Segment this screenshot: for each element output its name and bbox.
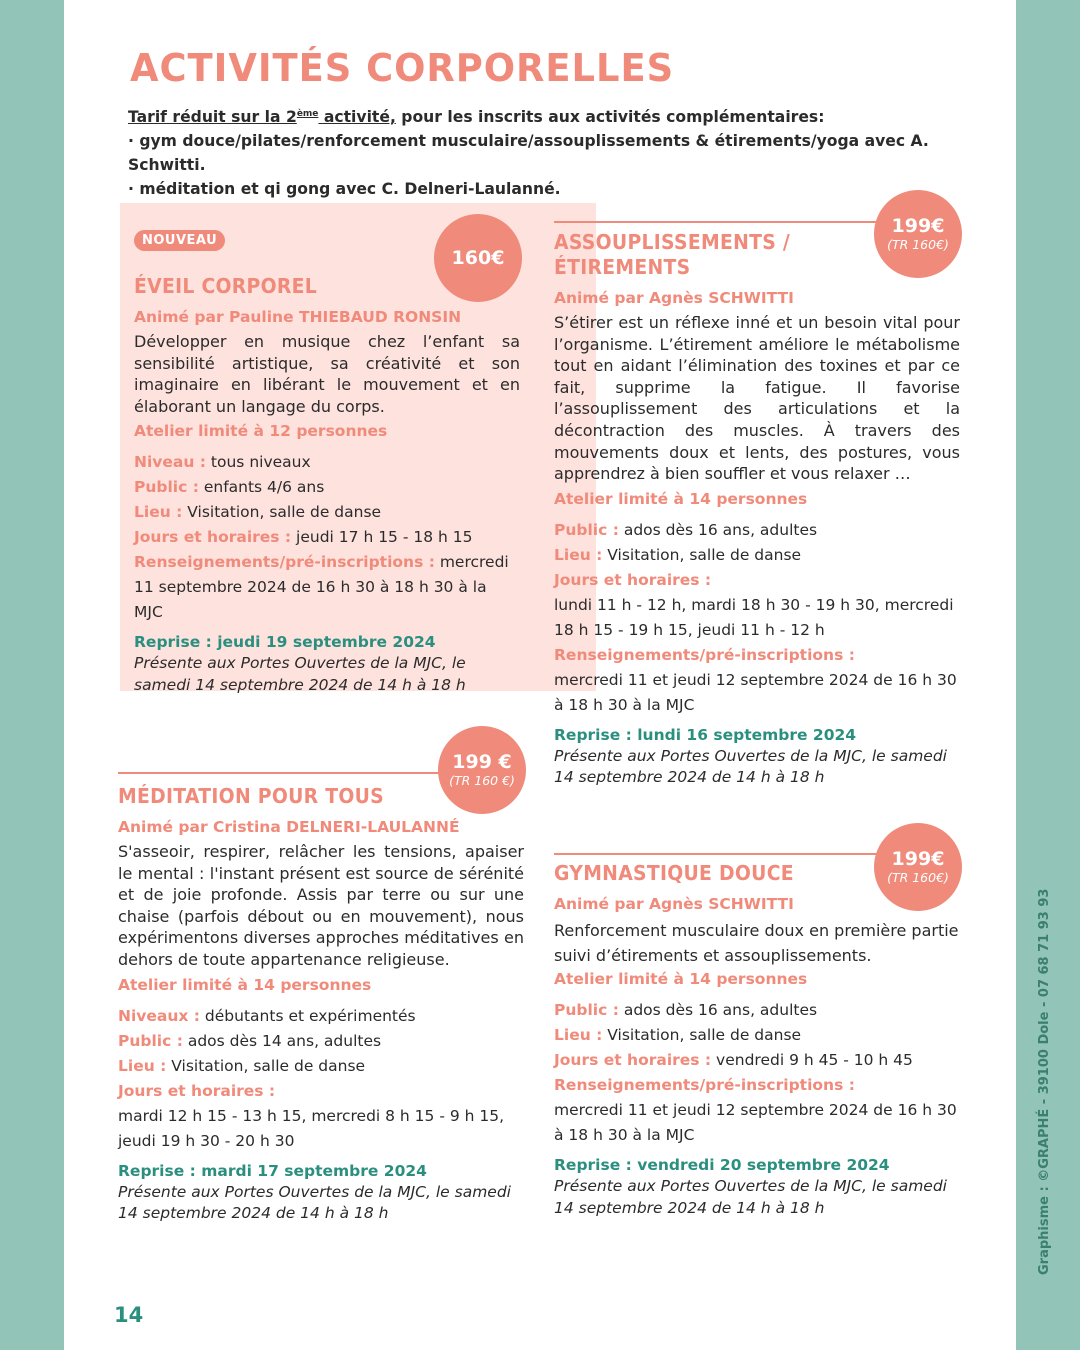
- intro: [128, 102, 968, 201]
- page: [64, 0, 1016, 1350]
- gym-rule: [554, 853, 884, 855]
- meditation-lieu: Lieu : Visitation, salle de danse: [118, 1056, 366, 1075]
- meditation-limit: Atelier limité à 14 personnes: [118, 975, 372, 994]
- gym-public: Public : ados dès 16 ans, adultes: [554, 1001, 818, 1019]
- assouplissements-price-badge: 199€ (TR 160€): [874, 190, 962, 278]
- eveil-title: ÉVEIL CORPOREL: [134, 274, 318, 298]
- eveil-animator: Animé par Pauline THIEBAUD RONSIN: [134, 308, 462, 326]
- meditation-jours: mardi 12 h 15 - 13 h 15, mercredi 8 h 15 - 9 h 15, jeudi 19 h 30 - 20 h 30: [118, 1106, 505, 1150]
- gym-note: Présente aux Portes Ouvertes de la MJC, le samedi 14 septembre 2024 de 14 h à 18 h: [554, 1177, 947, 1217]
- eveil-lieu: Lieu : Visitation, salle de danse: [134, 503, 382, 522]
- gym-rens: mercredi 11 et jeudi 12 septembre 2024 de 16 h 30 à 18 h 30 à la MJC: [554, 1101, 957, 1144]
- meditation-jours-label: Jours et horaires :: [118, 1081, 276, 1100]
- credit: Graphisme : ©GRAPHÉ - 39100 Dole - 07 68 71 93 93: [1037, 888, 1052, 1275]
- gym-limit: Atelier limité à 14 personnes: [554, 970, 808, 988]
- meditation-note: Présente aux Portes Ouvertes de la MJC, le samedi 14 septembre 2024 de 14 h à 18 h: [118, 1182, 511, 1223]
- assouplissements-lieu: Lieu : Visitation, salle de danse: [554, 545, 802, 564]
- eveil-public: Public : enfants 4/6 ans: [134, 478, 325, 497]
- gym-animator: Animé par Agnès SCHWITTI: [554, 895, 794, 913]
- gym-title: GYMNASTIQUE DOUCE: [554, 861, 794, 885]
- eveil-body: [134, 306, 520, 696]
- gym-lieu: Lieu : Visitation, salle de danse: [554, 1026, 802, 1044]
- meditation-rule: [118, 772, 448, 774]
- meditation-niveau: Niveaux : débutants et expérimentés: [118, 1006, 416, 1025]
- meditation-reprise: Reprise : mardi 17 septembre 2024: [118, 1161, 427, 1180]
- meditation-price-badge: 199 € (TR 160 €): [438, 726, 526, 814]
- gym-description: Renforcement musculaire doux en première partie suivi d’étirements et assouplissements.: [554, 921, 959, 965]
- eveil-note: Présente aux Portes Ouvertes de la MJC, le samedi 14 septembre 2024 de 14 h à 18 h: [134, 654, 466, 694]
- assouplissements-body: [554, 287, 960, 789]
- nouveau-badge: NOUVEAU: [134, 230, 225, 251]
- assouplissements-rule: [554, 221, 884, 223]
- page-title: ACTIVITÉS CORPORELLES: [130, 46, 675, 90]
- meditation-description: S'asseoir, respirer, relâcher les tensions, apaiser le mental : l'instant présent est source de sérénité et de joie profonde. Assis par terre ou sur une chaise (parfois débout ou en mouvement), nous expérimentons diverses approches méditatives en dehors de toute appartenance religieuse.: [118, 842, 524, 969]
- assouplissements-public: Public : ados dès 16 ans, adultes: [554, 520, 818, 539]
- assouplissements-description: S’étirer est un réflexe inné et un besoin vital pour l’organisme. L’étirement améliore le métabolisme tout en aidant l’élimination des toxines et par ce fait, supprime la fatigue. Il favorise l’assouplissement des articulations et la décontraction des muscles. À travers des mouvements doux et lents, des postures, vous apprendrez à bien souffler et vous relaxer …: [554, 313, 960, 484]
- gym-reprise: Reprise : vendredi 20 septembre 2024: [554, 1156, 890, 1174]
- meditation-animator: Animé par Cristina DELNERI-LAULANNÉ: [118, 818, 460, 836]
- assouplissements-title: ASSOUPLISSEMENTS / ÉTIREMENTS: [554, 230, 791, 279]
- eveil-jours: Jours et horaires : jeudi 17 h 15 - 18 h 15: [134, 528, 473, 547]
- meditation-title: MÉDITATION POUR TOUS: [118, 784, 384, 808]
- assouplissements-rens: mercredi 11 et jeudi 12 septembre 2024 de 16 h 30 à 18 h 30 à la MJC: [554, 670, 957, 714]
- eveil-rens: Renseignements/pré-inscriptions : mercredi 11 septembre 2024 de 16 h 30 à 18 h 30 à la MJC: [134, 553, 509, 622]
- eveil-limit: Atelier limité à 12 personnes: [134, 422, 388, 441]
- eveil-niveau: Niveau : tous niveaux: [134, 453, 311, 472]
- gym-body: [554, 893, 960, 1219]
- intro-line-1: Tarif réduit sur la 2ème activité, pour les inscrits aux activités complémentaires:: [128, 108, 825, 127]
- assouplissements-reprise: Reprise : lundi 16 septembre 2024: [554, 725, 857, 744]
- assouplissements-note: Présente aux Portes Ouvertes de la MJC, le samedi 14 septembre 2024 de 14 h à 18 h: [554, 746, 947, 787]
- eveil-description: Développer en musique chez l’enfant sa sensibilité artistique, sa créativité et son imaginaire en libérant le mouvement et en élaborant un langage du corps.: [134, 332, 520, 416]
- gym-jours: Jours et horaires : vendredi 9 h 45 - 10 h 45: [554, 1051, 913, 1069]
- meditation-body: [118, 816, 524, 1225]
- assouplissements-jours: lundi 11 h - 12 h, mardi 18 h 30 - 19 h 30, mercredi 18 h 15 - 19 h 15, jeudi 11 h - 12 h: [554, 595, 954, 639]
- assouplissements-jours-label: Jours et horaires :: [554, 570, 712, 589]
- meditation-public: Public : ados dès 14 ans, adultes: [118, 1031, 382, 1050]
- assouplissements-rens-label: Renseignements/pré-inscriptions :: [554, 645, 855, 664]
- assouplissements-animator: Animé par Agnès SCHWITTI: [554, 289, 794, 307]
- assouplissements-limit: Atelier limité à 14 personnes: [554, 489, 808, 508]
- page-number: 14: [114, 1303, 144, 1327]
- eveil-price-badge: 160€: [434, 214, 522, 302]
- gym-price-badge: 199€ (TR 160€): [874, 823, 962, 911]
- intro-line-2: · gym douce/pilates/renforcement musculaire/assouplissements & étirements/yoga avec A. Schwitti.: [128, 132, 929, 175]
- gym-rens-label: Renseignements/pré-inscriptions :: [554, 1076, 855, 1094]
- eveil-reprise: Reprise : jeudi 19 septembre 2024: [134, 633, 436, 652]
- intro-line-3: · méditation et qi gong avec C. Delneri-Laulanné.: [128, 180, 561, 199]
